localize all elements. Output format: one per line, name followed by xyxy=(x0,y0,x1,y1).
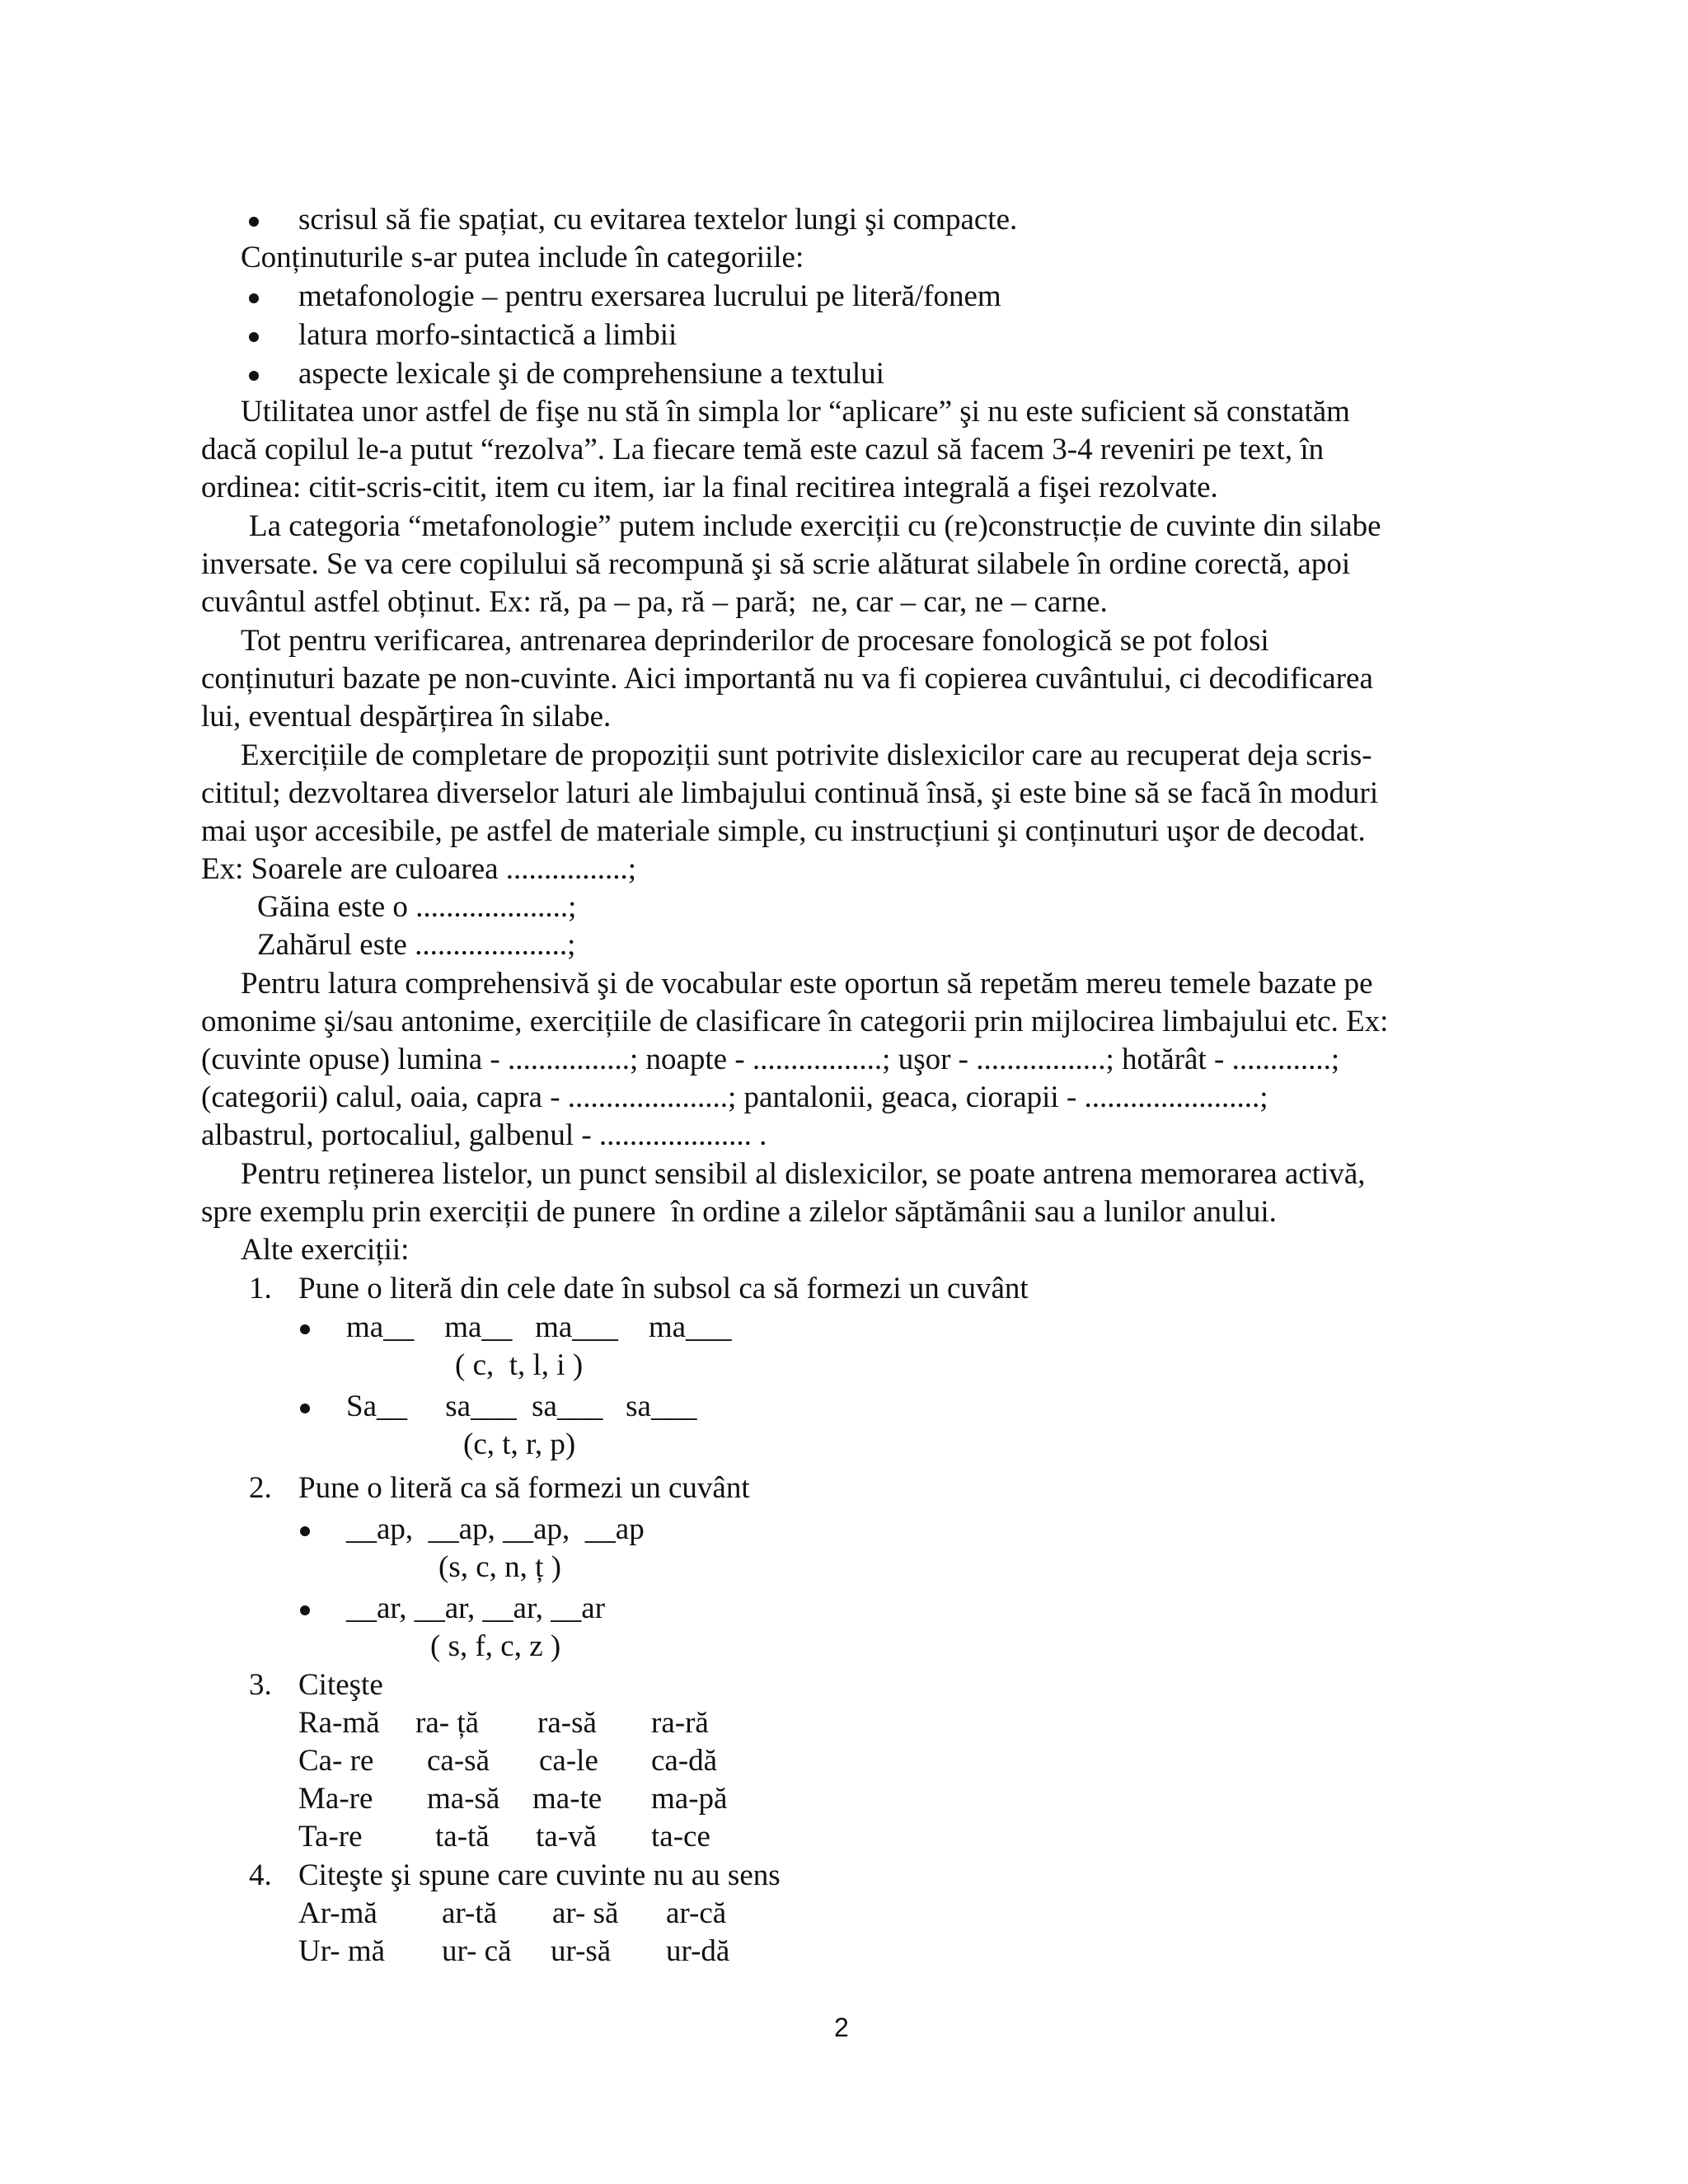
syllable-word: ta-ce xyxy=(651,1820,710,1854)
example-line: Zahărul este ....................; xyxy=(257,928,576,962)
syllable-word: ur-dă xyxy=(666,1934,730,1968)
exercise-number: 3. xyxy=(249,1668,272,1702)
syllable-word: Ur- mă xyxy=(298,1934,386,1968)
syllable-word: ar- să xyxy=(552,1896,619,1930)
paragraph-line: conținuturi bazate pe non-cuvinte. Aici importantă nu va fi copierea cuvântului, ci decodificarea xyxy=(201,662,1373,696)
syllable-word: ma-pă xyxy=(651,1782,728,1816)
paragraph-line: ordinea: citit-scris-citit, item cu item, iar la final recitirea integrală a fişei rezolvate. xyxy=(201,471,1218,504)
paragraph-line: Exercițiile de completare de propoziții sunt potrivite dislexicilor care au recuperat deja scris- xyxy=(241,738,1372,772)
paragraph-line: (cuvinte opuse) lumina - ................; noapte - .................; uşor - .................; hotărât - .............; xyxy=(201,1043,1340,1076)
syllable-word: ar-tă xyxy=(442,1896,498,1930)
paragraph-line: Ex: Soarele are culoarea ................; xyxy=(201,852,637,886)
paragraph-line: mai uşor accesibile, pe astfel de materiale simple, cu instrucțiuni şi conținuturi uşor de decodat. xyxy=(201,814,1366,848)
paragraph-line: dacă copilul le-a putut “rezolva”. La fiecare temă este cazul să facem 3-4 reveniri pe text, în xyxy=(201,433,1325,466)
syllable-word: ra-să xyxy=(537,1706,597,1740)
exercise-letters: ( s, f, c, z ) xyxy=(430,1629,561,1663)
bullet-icon xyxy=(249,293,259,303)
syllable-word: ma-te xyxy=(532,1782,603,1816)
bullet-icon xyxy=(249,217,259,227)
paragraph-line: omonime şi/sau antonime, exercițiile de clasificare în categorii prin mijlocirea limbajului etc. Ex: xyxy=(201,1005,1389,1038)
bullet-icon xyxy=(300,1324,310,1334)
exercise-row: __ar, __ar, __ar, __ar xyxy=(346,1591,606,1625)
exercise-title: Citeşte şi spune care cuvinte nu au sens xyxy=(298,1858,781,1892)
syllable-word: ta-vă xyxy=(536,1820,597,1854)
syllable-word: ta-tă xyxy=(435,1820,490,1854)
exercise-letters: (s, c, n, ț ) xyxy=(438,1550,561,1584)
syllable-word: ca-să xyxy=(427,1744,490,1778)
bullet-icon xyxy=(300,1605,310,1615)
syllable-word: ur-să xyxy=(551,1934,612,1968)
exercise-number: 1. xyxy=(249,1272,272,1305)
exercise-letters: (c, t, r, p) xyxy=(463,1427,576,1461)
section-label: Alte exerciții: xyxy=(241,1233,410,1267)
paragraph-line: Conținuturile s-ar putea include în categoriile: xyxy=(241,241,804,274)
syllable-word: ma-să xyxy=(427,1782,500,1816)
example-line: Găina este o ....................; xyxy=(257,890,577,924)
bullet-icon xyxy=(300,1404,310,1413)
paragraph-line: lui, eventual despărțirea în silabe. xyxy=(201,700,612,733)
syllable-word: Ar-mă xyxy=(298,1896,377,1930)
syllable-word: ar-că xyxy=(666,1896,727,1930)
syllable-word: Ra-mă xyxy=(298,1706,380,1740)
bullet-icon xyxy=(300,1526,310,1536)
syllable-word: ra- ță xyxy=(415,1706,480,1740)
paragraph-line: Pentru latura comprehensivă şi de vocabular este oportun să repetăm mereu temele bazate pe xyxy=(241,967,1373,1001)
paragraph-line: cititul; dezvoltarea diverselor laturi ale limbajului continuă însă, şi este bine să se facă în moduri xyxy=(201,776,1379,810)
syllable-word: Ca- re xyxy=(298,1744,374,1778)
paragraph-line: inversate. Se va cere copilului să recompună şi să scrie alăturat silabele în ordine corectă, apoi xyxy=(201,547,1351,581)
bullet-item: latura morfo-sintactică a limbii xyxy=(298,318,678,352)
paragraph-line: (categorii) calul, oaia, capra - .....................; pantalonii, geaca, ciorapii - .......................; xyxy=(201,1080,1268,1114)
bullet-item: metafonologie – pentru exersarea lucrului pe literă/fonem xyxy=(298,279,1001,313)
bullet-icon xyxy=(249,371,259,381)
bullet-item: scrisul să fie spațiat, cu evitarea textelor lungi şi compacte. xyxy=(298,203,1018,237)
paragraph-line: La categoria “metafonologie” putem include exerciții cu (re)construcție de cuvinte din silabe xyxy=(249,509,1381,543)
exercise-title: Pune o literă ca să formezi un cuvânt xyxy=(298,1471,750,1505)
paragraph-line: albastrul, portocaliul, galbenul - .................... . xyxy=(201,1118,767,1152)
bullet-icon xyxy=(249,332,259,342)
paragraph-line: spre exemplu prin exerciții de punere în ordine a zilelor săptămânii sau a lunilor anului. xyxy=(201,1195,1277,1229)
exercise-title: Citeşte xyxy=(298,1668,383,1702)
syllable-word: ca-le xyxy=(539,1744,598,1778)
exercise-letters: ( c, t, l, i ) xyxy=(455,1348,584,1382)
bullet-item: aspecte lexicale şi de comprehensiune a textului xyxy=(298,357,884,391)
paragraph-line: cuvântul astfel obținut. Ex: ră, pa – pa, ră – pară; ne, car – car, ne – carne. xyxy=(201,585,1108,619)
syllable-word: Ta-re xyxy=(298,1820,363,1854)
exercise-row: Sa__ sa___ sa___ sa___ xyxy=(346,1390,697,1423)
exercise-title: Pune o literă din cele date în subsol ca să formezi un cuvânt xyxy=(298,1272,1029,1305)
paragraph-line: Utilitatea unor astfel de fişe nu stă în simpla lor “aplicare” şi nu este suficient să constatăm xyxy=(241,395,1350,429)
paragraph-line: Tot pentru verificarea, antrenarea deprinderilor de procesare fonologică se pot folosi xyxy=(241,624,1269,658)
page-number: 2 xyxy=(834,2013,849,2042)
syllable-word: ca-dă xyxy=(651,1744,718,1778)
exercise-number: 4. xyxy=(249,1858,272,1892)
exercise-number: 2. xyxy=(249,1471,272,1505)
syllable-word: ur- că xyxy=(442,1934,512,1968)
syllable-word: ra-ră xyxy=(651,1706,709,1740)
paragraph-line: Pentru reținerea listelor, un punct sensibil al dislexicilor, se poate antrena memorarea activă, xyxy=(241,1157,1366,1191)
exercise-row: ma__ ma__ ma___ ma___ xyxy=(346,1310,732,1344)
exercise-row: __ap, __ap, __ap, __ap xyxy=(346,1512,645,1546)
syllable-word: Ma-re xyxy=(298,1782,373,1816)
